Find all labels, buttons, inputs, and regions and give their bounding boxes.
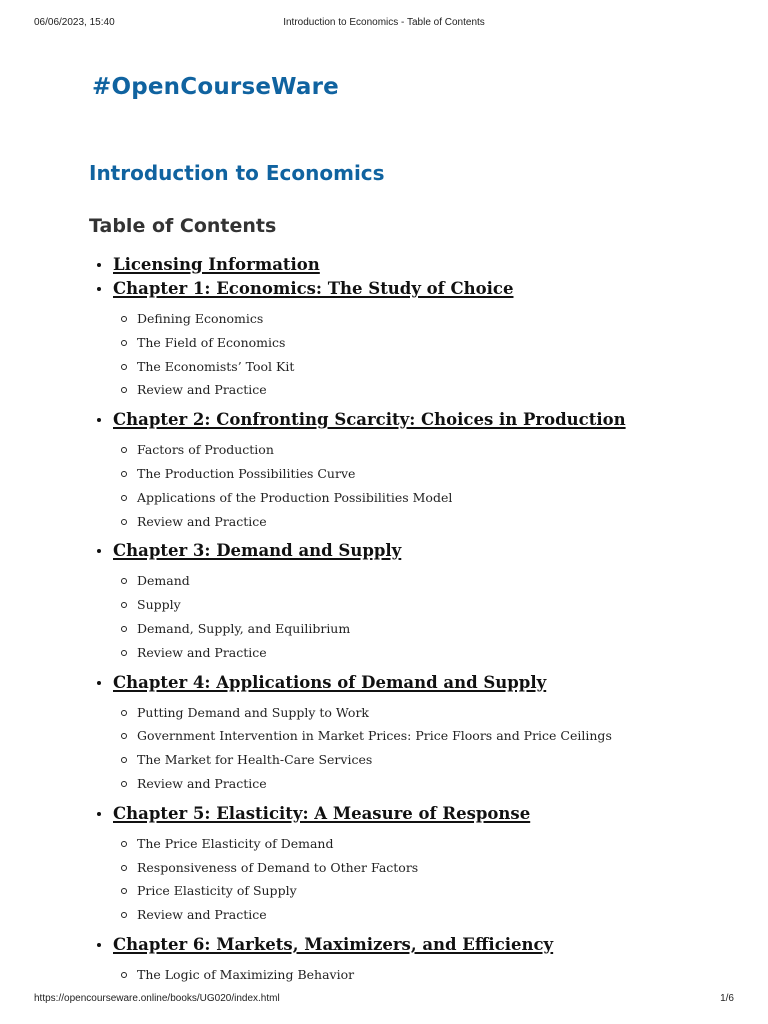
toc-section-item xyxy=(89,748,749,772)
toc-section-item xyxy=(89,641,749,665)
circle-bullet-icon xyxy=(121,865,127,871)
toc-chapter-link[interactable]: Chapter 6: Markets, Maximizers, and Efficiency xyxy=(113,934,554,954)
print-footer xyxy=(0,993,768,1007)
circle-bullet-icon xyxy=(121,757,127,763)
circle-bullet-icon xyxy=(121,626,127,632)
toc-section-link[interactable]: Review and Practice xyxy=(137,907,267,923)
table-of-contents xyxy=(89,253,749,993)
toc-section-link[interactable]: Price Elasticity of Supply xyxy=(137,883,297,899)
toc-section-item xyxy=(89,331,749,355)
circle-bullet-icon xyxy=(121,578,127,584)
circle-bullet-icon xyxy=(121,519,127,525)
toc-section-item xyxy=(89,963,749,987)
toc-entry xyxy=(89,408,749,432)
print-url: https://opencourseware.online/books/UG020/index.html xyxy=(34,993,280,1004)
circle-bullet-icon xyxy=(121,471,127,477)
toc-section-list xyxy=(89,695,749,802)
circle-bullet-icon xyxy=(121,495,127,501)
circle-bullet-icon xyxy=(121,972,127,978)
toc-entry xyxy=(89,253,749,277)
toc-section-link[interactable]: The Field of Economics xyxy=(137,334,286,350)
toc-chapter-link[interactable]: Chapter 1: Economics: The Study of Choice xyxy=(113,279,514,298)
toc-section-link[interactable]: Putting Demand and Supply to Work xyxy=(137,704,370,720)
toc-entry xyxy=(89,933,749,957)
toc-section-list xyxy=(89,563,749,670)
toc-section-item xyxy=(89,438,749,462)
toc-section-item xyxy=(89,510,749,534)
toc-section-link[interactable]: Defining Economics xyxy=(137,311,264,326)
toc-section-item xyxy=(89,856,749,880)
circle-bullet-icon xyxy=(121,888,127,894)
toc-section-item xyxy=(89,486,749,510)
toc-section-list xyxy=(89,432,749,539)
toc-section-item xyxy=(89,569,749,593)
toc-section-link[interactable]: Review and Practice xyxy=(137,644,267,660)
toc-section-item xyxy=(89,832,749,856)
toc-section-list xyxy=(89,957,749,993)
bullet-icon xyxy=(97,812,101,816)
toc-chapter-link[interactable]: Chapter 5: Elasticity: A Measure of Response xyxy=(113,803,531,823)
print-page-title: Introduction to Economics - Table of Contents xyxy=(283,17,485,28)
print-datetime: 06/06/2023, 15:40 xyxy=(34,17,115,28)
toc-section-link[interactable]: Government Intervention in Market Prices: Price Floors and Price Ceilings xyxy=(137,728,612,744)
toc-chapter-link[interactable]: Chapter 2: Confronting Scarcity: Choices in Production xyxy=(113,410,626,430)
bullet-icon xyxy=(97,943,101,947)
circle-bullet-icon xyxy=(121,387,127,393)
circle-bullet-icon xyxy=(121,364,127,370)
toc-section-item xyxy=(89,701,749,725)
toc-section-item xyxy=(89,903,749,927)
bullet-icon xyxy=(97,549,101,553)
bullet-icon xyxy=(97,263,101,267)
circle-bullet-icon xyxy=(121,781,127,787)
toc-section-link[interactable]: Responsiveness of Demand to Other Factors xyxy=(137,859,419,875)
toc-section-link[interactable]: Review and Practice xyxy=(137,513,267,529)
book-title: Introduction to Economics xyxy=(89,161,385,185)
print-header xyxy=(0,17,768,31)
circle-bullet-icon xyxy=(121,340,127,346)
toc-section-item xyxy=(89,724,749,748)
toc-section-link[interactable]: The Logic of Maximizing Behavior xyxy=(137,966,355,982)
toc-section-link[interactable]: The Economists’ Tool Kit xyxy=(137,358,295,374)
toc-chapter-link[interactable]: Chapter 3: Demand and Supply xyxy=(113,541,402,561)
toc-entry xyxy=(89,671,749,695)
toc-section-link[interactable]: Review and Practice xyxy=(137,775,267,791)
toc-section-list xyxy=(89,301,749,408)
circle-bullet-icon xyxy=(121,841,127,847)
toc-heading: Table of Contents xyxy=(89,215,277,237)
bullet-icon xyxy=(97,287,101,291)
toc-entry xyxy=(89,539,749,563)
toc-section-item xyxy=(89,593,749,617)
bullet-icon xyxy=(97,681,101,685)
toc-section-list xyxy=(89,826,749,933)
toc-section-link[interactable]: Review and Practice xyxy=(137,382,267,398)
toc-section-link[interactable]: Demand, Supply, and Equilibrium xyxy=(137,620,351,636)
circle-bullet-icon xyxy=(121,316,127,322)
toc-section-item xyxy=(89,378,749,402)
toc-section-item xyxy=(89,879,749,903)
toc-section-item xyxy=(89,355,749,379)
toc-section-item xyxy=(89,307,749,331)
toc-section-link[interactable]: The Market for Health-Care Services xyxy=(137,752,373,768)
toc-section-link[interactable]: Supply xyxy=(137,597,181,613)
toc-chapter-link[interactable]: Licensing Information xyxy=(113,255,320,274)
toc-section-link[interactable]: The Production Possibilities Curve xyxy=(137,465,356,481)
toc-section-link[interactable]: Demand xyxy=(137,573,190,589)
circle-bullet-icon xyxy=(121,710,127,716)
toc-section-link[interactable]: Applications of the Production Possibilities Model xyxy=(137,489,453,505)
toc-entry xyxy=(89,802,749,826)
toc-section-item xyxy=(89,772,749,796)
print-page-number: 1/6 xyxy=(720,993,734,1004)
toc-section-link[interactable]: The Price Elasticity of Demand xyxy=(137,835,334,851)
circle-bullet-icon xyxy=(121,447,127,453)
bullet-icon xyxy=(97,418,101,422)
toc-section-item xyxy=(89,617,749,641)
toc-section-link[interactable]: Factors of Production xyxy=(137,442,274,458)
circle-bullet-icon xyxy=(121,733,127,739)
circle-bullet-icon xyxy=(121,602,127,608)
site-title[interactable]: #OpenCourseWare xyxy=(92,74,339,100)
circle-bullet-icon xyxy=(121,912,127,918)
toc-section-item xyxy=(89,462,749,486)
toc-entry xyxy=(89,277,749,301)
toc-chapter-link[interactable]: Chapter 4: Applications of Demand and Supply xyxy=(113,672,547,692)
circle-bullet-icon xyxy=(121,650,127,656)
